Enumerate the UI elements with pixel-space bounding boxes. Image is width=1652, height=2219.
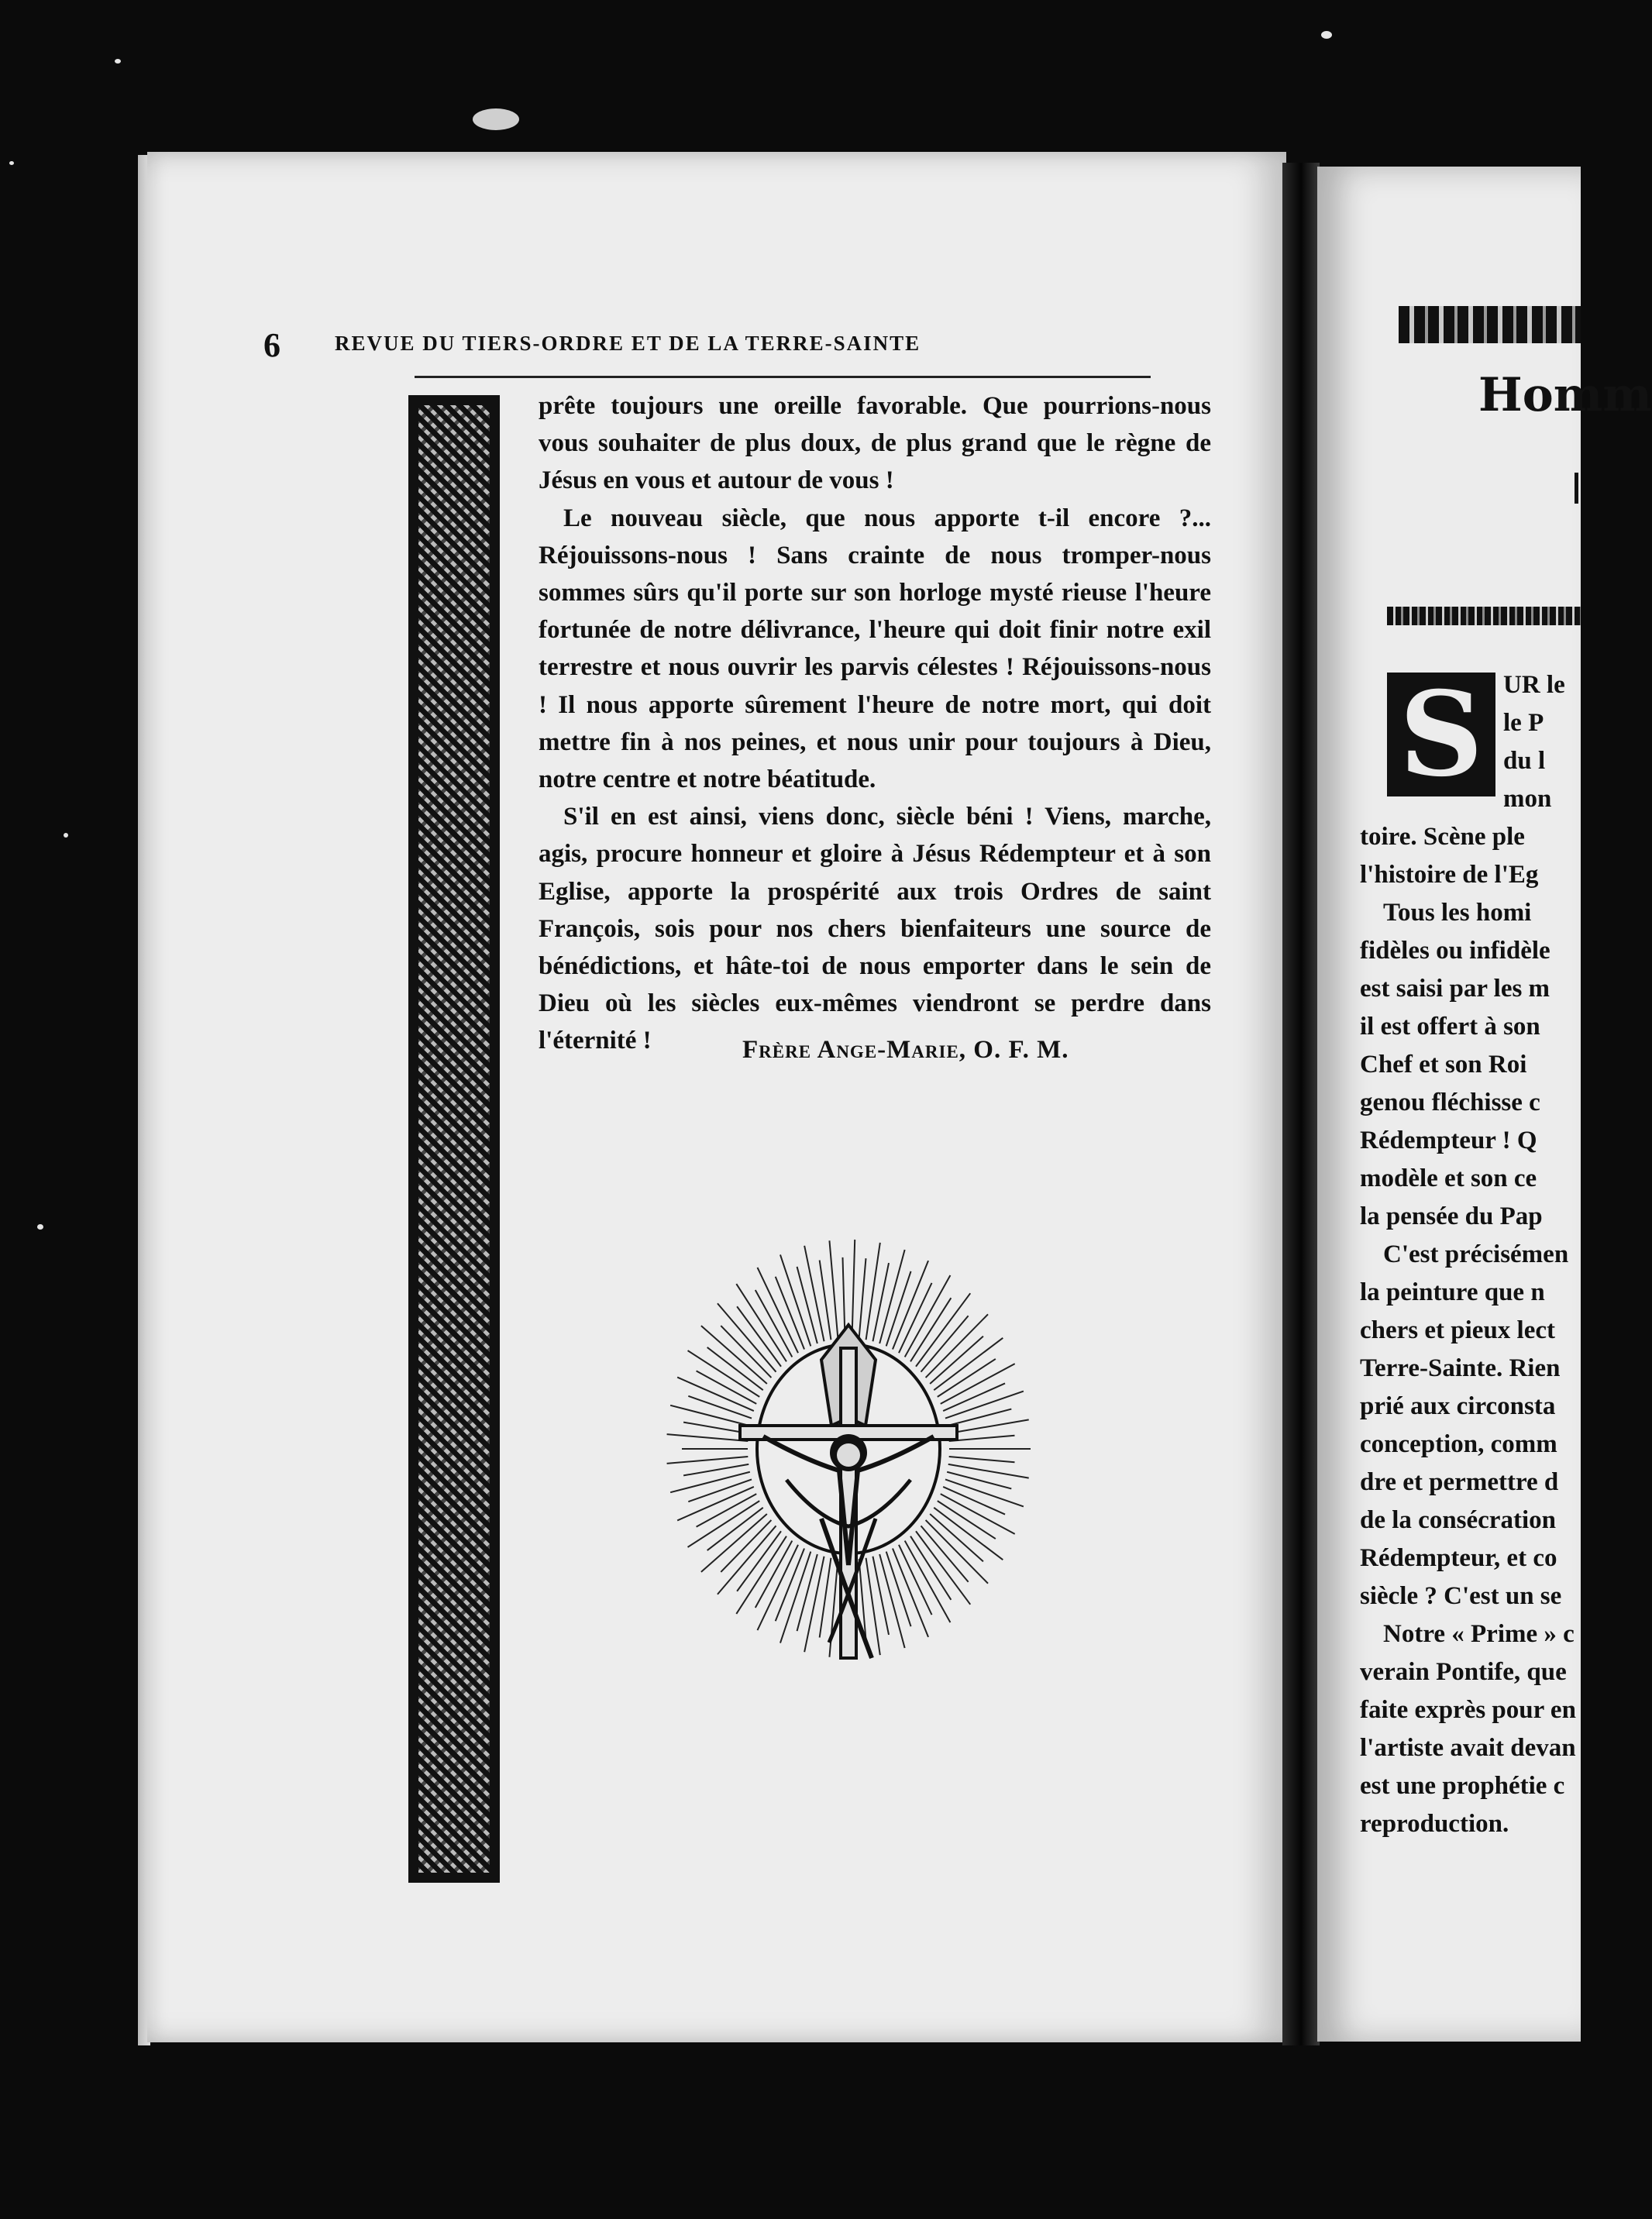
light-ray <box>921 1316 969 1371</box>
text-line: Rédempteur, et co <box>1360 1544 1557 1572</box>
light-ray <box>930 1337 983 1384</box>
paragraph: Le nouveau siècle, que nous apporte t-il encore ?... Réjouissons-nous ! Sans crainte de nous tromper-nous sommes sûrs qu'il porte sur son horloge mysté rieuse l'heure fortunée de notre délivrance, l'heure qui doit finir notre exil terrestre et nous ouvrir les parvis célestes ! Réjouissons-nous ! Il nous apporte sûrement l'heure de notre mort, qui doit mettre fin à nos peines, et nous unir pour toujours à Dieu, notre centre et notre béatitude. <box>539 504 1211 794</box>
dust-speck <box>115 59 121 64</box>
text-line: Notre « Prime » c <box>1383 1620 1575 1648</box>
text-line: de la consécration <box>1360 1506 1556 1534</box>
floral-pattern <box>418 405 490 1873</box>
light-ray <box>797 1267 817 1343</box>
text-line: mon <box>1503 785 1552 813</box>
text-line: modèle et son ce <box>1360 1165 1537 1192</box>
text-line: C'est précisémen <box>1383 1240 1569 1268</box>
dust-speck <box>9 161 14 165</box>
light-ray <box>688 1501 760 1547</box>
light-ray <box>758 1268 799 1353</box>
text-line: dre et permettre d <box>1360 1468 1559 1496</box>
page-number: 6 <box>263 326 280 364</box>
ornamental-border <box>408 395 500 1883</box>
title-fragment-mark <box>1575 473 1578 504</box>
text-line: le P <box>1503 709 1544 737</box>
light-ray <box>921 1526 969 1581</box>
text-line: reproduction. <box>1360 1810 1509 1838</box>
light-ray <box>859 1258 866 1339</box>
light-ray <box>804 1557 824 1652</box>
light-ray <box>829 1240 838 1339</box>
light-ray <box>947 1472 1011 1489</box>
crucifix-illustration <box>663 1193 1034 1759</box>
text-line: verain Pontife, que <box>1360 1658 1567 1686</box>
dust-speck <box>37 1224 43 1230</box>
light-ray <box>721 1520 771 1572</box>
text-line: est saisi par les m <box>1360 975 1550 1003</box>
paragraph: prête toujours une oreille favorable. Que pourrions-nous vous souhaiter de plus doux, de plus grand que le règne de Jésus en vous et autour de vous ! <box>539 392 1211 495</box>
text-line: l'artiste avait devan <box>1360 1734 1576 1762</box>
light-ray <box>688 1396 752 1419</box>
light-ray <box>667 1434 749 1441</box>
text-line: prié aux circonsta <box>1360 1392 1556 1420</box>
text-line: toire. Scène ple <box>1360 823 1525 851</box>
text-line: UR le <box>1503 671 1565 699</box>
light-ray <box>683 1464 749 1476</box>
dust-speck <box>473 108 519 130</box>
light-ray <box>737 1531 781 1591</box>
light-ray <box>934 1338 1003 1390</box>
decorative-rule <box>1387 607 1581 625</box>
text-line: l'histoire de l'Eg <box>1360 861 1539 889</box>
light-ray <box>670 1472 750 1492</box>
text-line: la peinture que n <box>1360 1278 1545 1306</box>
light-ray <box>842 1257 845 1338</box>
dust-speck <box>64 833 68 838</box>
text-line: conception, comm <box>1360 1430 1557 1458</box>
text-line: la pensée du Pap <box>1360 1202 1543 1230</box>
light-ray <box>910 1536 951 1600</box>
book-gutter <box>1282 163 1320 2045</box>
light-ray <box>688 1350 760 1397</box>
text-line: il est offert à son <box>1360 1013 1540 1041</box>
light-ray <box>949 1436 1015 1441</box>
light-ray <box>930 1514 983 1561</box>
author-signature: Frère Ange-Marie, O. F. M. <box>742 1036 1069 1064</box>
drop-cap: S <box>1387 673 1495 796</box>
decorative-band <box>1399 306 1581 343</box>
article-title-fragment: Homm <box>1478 368 1652 422</box>
light-ray <box>804 1246 824 1341</box>
text-line: Terre-Sainte. Rien <box>1360 1354 1561 1382</box>
running-head <box>263 325 1131 372</box>
text-line: chers et pieux lect <box>1360 1316 1555 1344</box>
text-line: est une prophétie c <box>1360 1772 1565 1800</box>
light-ray <box>947 1409 1011 1426</box>
text-line: Tous les homi <box>1383 899 1532 927</box>
paragraph: S'il en est ainsi, viens donc, siècle béni ! Viens, marche, agis, procure honneur et gloire à Jésus Rédempteur et à son Eglise, apporte la prospérité aux trois Ordres de saint François, sois pour nos chers bienfaiteurs une source de bénédictions, et hâte-toi de nous emporter dans le sein de Dieu où les siècles eux-mêmes viendront se perdre dans l'éternité ! <box>539 803 1211 1055</box>
article-text <box>539 387 1211 1060</box>
light-ray <box>866 1243 880 1340</box>
light-ray <box>721 1326 771 1378</box>
text-line: faite exprès pour en <box>1360 1696 1576 1724</box>
light-ray <box>852 1240 855 1338</box>
light-ray <box>949 1457 1015 1462</box>
text-line: fidèles ou infidèle <box>1360 937 1550 965</box>
light-ray <box>667 1457 749 1464</box>
light-ray <box>737 1306 781 1366</box>
light-ray <box>758 1545 799 1630</box>
text-line: genou fléchisse c <box>1360 1089 1540 1116</box>
journal-title: REVUE DU TIERS-ORDRE ET DE LA TERRE-SAINTE <box>335 332 921 355</box>
text-line: Rédempteur ! Q <box>1360 1127 1537 1154</box>
light-ray <box>934 1508 1003 1560</box>
text-line: siècle ? C'est un se <box>1360 1582 1562 1610</box>
text-line: du l <box>1503 747 1546 775</box>
light-ray <box>670 1405 750 1426</box>
text-line: Chef et son Roi <box>1360 1051 1527 1079</box>
header-rule <box>415 376 1151 378</box>
light-ray <box>866 1558 880 1655</box>
light-ray <box>797 1554 817 1631</box>
right-page-text <box>1360 666 1581 1843</box>
dust-speck <box>1321 31 1332 39</box>
light-ray <box>910 1298 951 1361</box>
light-ray <box>688 1479 752 1502</box>
